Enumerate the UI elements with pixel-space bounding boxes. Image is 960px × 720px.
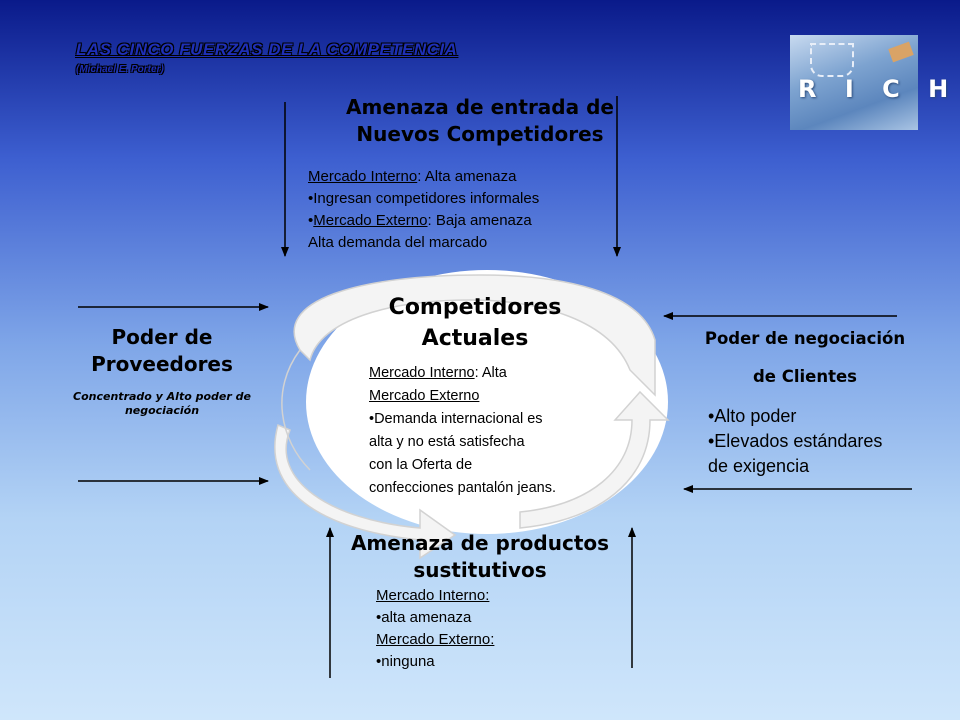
right-heading-line2: de Clientes	[752, 367, 857, 386]
top-item: Alta demanda del marcado	[308, 234, 488, 251]
bottom-line: •ninguna	[376, 653, 435, 670]
right-item: •Elevados estándares	[708, 431, 883, 451]
top-item: •Ingresan competidores informales	[308, 190, 540, 207]
left-note	[52, 390, 272, 418]
bottom-details	[376, 585, 494, 673]
center-line: •Demanda internacional es	[369, 411, 543, 427]
left-heading-line1: Poder de	[111, 325, 213, 349]
right-heading	[680, 320, 930, 396]
bottom-line: Mercado Interno:	[376, 587, 490, 604]
center-heading	[360, 292, 590, 354]
logo-letters: R I C H	[798, 75, 959, 103]
bottom-heading-line1: Amenaza de productos	[350, 531, 610, 555]
center-line: Mercado Externo	[369, 388, 480, 404]
top-details	[308, 166, 539, 254]
right-details	[708, 404, 882, 479]
top-heading	[300, 94, 660, 148]
slide-title: LAS CINCO FUERZAS DE LA COMPETENCIA	[76, 40, 458, 59]
left-note-line1: Concentrado y Alto poder de	[73, 390, 251, 403]
bottom-line: •alta amenaza	[376, 609, 472, 626]
top-item: •Mercado Externo: Baja amenaza	[308, 212, 532, 229]
top-heading-line2: Nuevos Competidores	[356, 122, 604, 146]
center-line: confecciones pantalón jeans.	[369, 480, 557, 496]
center-heading-line1: Competidores	[388, 295, 562, 320]
center-details	[369, 362, 556, 500]
slide-subtitle: (Michael E. Porter)	[76, 64, 164, 75]
bottom-heading	[320, 530, 640, 584]
center-line: Mercado Interno: Alta	[369, 365, 507, 381]
right-item: de exigencia	[708, 456, 810, 476]
center-heading-line2: Actuales	[421, 326, 529, 351]
right-item: •Alto poder	[708, 406, 797, 426]
bottom-line: Mercado Externo:	[376, 631, 495, 648]
center-line: con la Oferta de	[369, 457, 473, 473]
center-line: alta y no está satisfecha	[369, 434, 525, 450]
top-item: Mercado Interno: Alta amenaza	[308, 168, 517, 185]
left-heading-line2: Proveedores	[91, 352, 233, 376]
right-heading-line1: Poder de negociación	[704, 329, 906, 348]
left-note-line2: negociación	[124, 404, 200, 417]
bottom-heading-line2: sustitutivos	[413, 558, 547, 582]
top-heading-line1: Amenaza de entrada de	[346, 95, 614, 119]
left-heading	[62, 324, 262, 378]
